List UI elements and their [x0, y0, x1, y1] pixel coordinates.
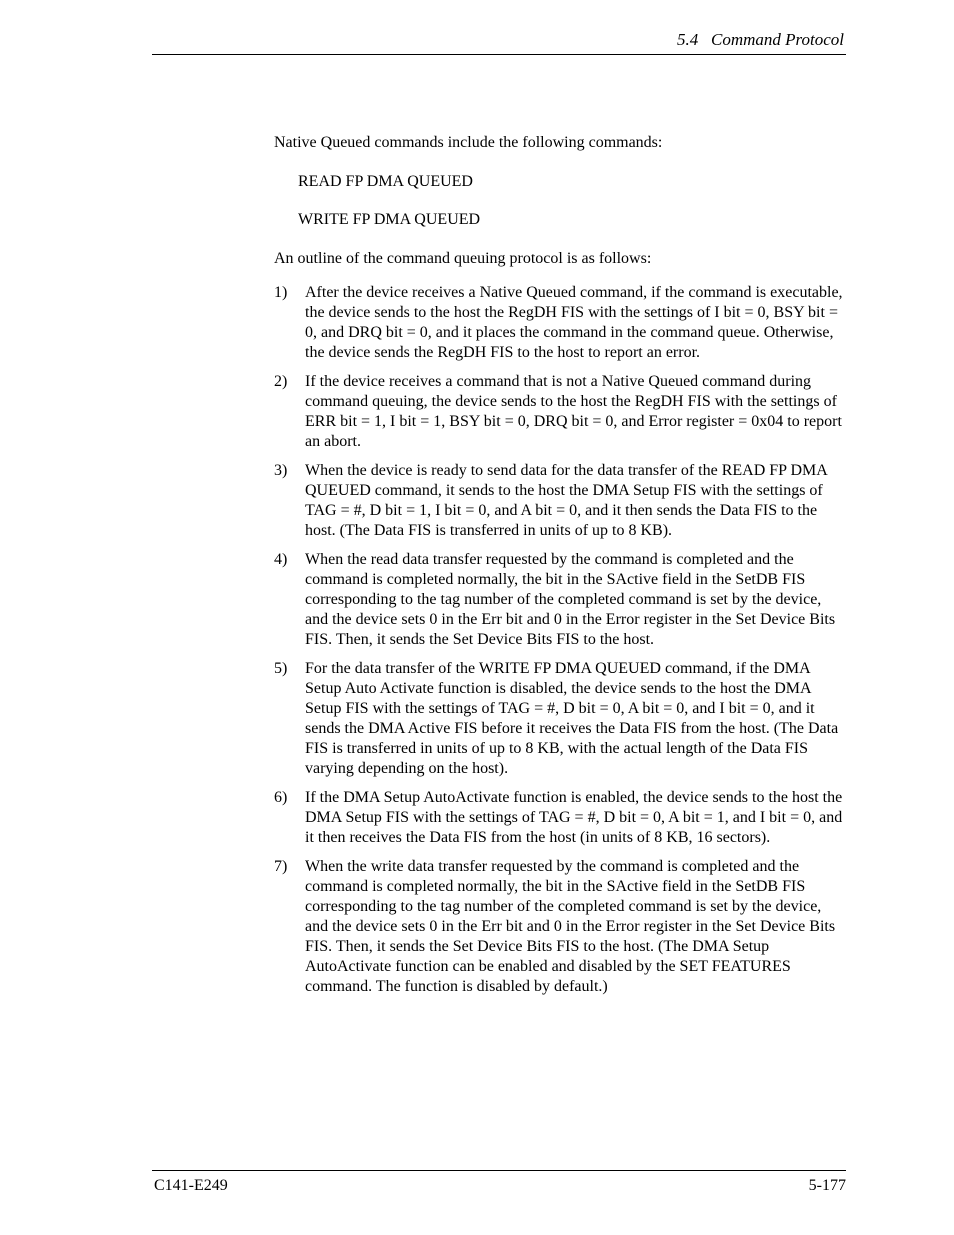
step-number: 2) — [274, 373, 288, 390]
list-item — [274, 283, 846, 363]
step-text: If the DMA Setup AutoActivate function is enabled, the device sends to the host the DMA Setup FIS with the settings of TAG = #, D bit = 0, A bit = 1, and I bit = 0, and it then receives the Data FIS from the host (in units of 8 KB, 16 sectors). — [305, 789, 843, 846]
step-text: For the data transfer of the WRITE FP DMA QUEUED command, if the DMA Setup Auto Activate function is disabled, the device sends to the host the DMA Setup FIS with the settings of TAG = #, D bit = 0, A bit = 0, and I bit = 0, and it sends the DMA Active FIS before it receives the Data FIS from the host. (The Data FIS is transferred in units of up to 8 KB, with the actual length of the Data FIS varying depending on the host). — [305, 660, 839, 777]
list-item — [274, 659, 846, 779]
step-number: 1) — [274, 284, 288, 301]
step-text: When the write data transfer requested by the command is completed and the command is completed normally, the bit in the SActive field in the SetDB FIS corresponding to the tag number of the completed command is set by the device, and the device sets 0 in the Err bit and 0 in the Error register in the Set Device Bits FIS. Then, it sends the Set Device Bits FIS to the host. (The DMA Setup AutoActivate function can be enabled and disabled by the SET FEATURES command. The function is disabled by default.) — [305, 858, 836, 995]
step-number: 6) — [274, 789, 288, 806]
document-id: C141-E249 — [154, 1177, 228, 1194]
outline-paragraph: An outline of the command queuing protocol is as follows: — [274, 250, 652, 267]
footer-rule — [152, 1170, 846, 1171]
list-item — [274, 461, 846, 541]
list-item — [274, 372, 846, 452]
step-text: When the device is ready to send data for the data transfer of the READ FP DMA QUEUED command, it sends to the host the DMA Setup FIS with the settings of TAG = #, D bit = 1, I bit = 0, and A bit = 0, and it then sends the Data FIS to the host. (The Data FIS is transferred in units of up to 8 KB). — [305, 462, 827, 539]
step-text: If the device receives a command that is not a Native Queued command during command queuing, the device sends to the host the RegDH FIS with the settings of ERR bit = 1, I bit = 1, BSY bit = 0, DRQ bit = 0, and Error register = 0x04 to report an abort. — [305, 373, 842, 450]
step-text: When the read data transfer requested by the command is completed and the command is completed normally, the bit in the SActive field in the SetDB FIS corresponding to the tag number of the completed command is set by the device, and the device sets 0 in the Err bit and 0 in the Error register in the Set Device Bits FIS. Then, it sends the Set Device Bits FIS to the host. — [305, 551, 836, 648]
step-number: 7) — [274, 858, 288, 875]
step-number: 4) — [274, 551, 288, 568]
intro-paragraph: Native Queued commands include the following commands: — [274, 134, 663, 151]
header-rule — [152, 54, 846, 55]
list-item — [274, 788, 846, 848]
protocol-steps-list — [274, 283, 846, 1006]
page-number: 5-177 — [808, 1177, 846, 1194]
step-text: After the device receives a Native Queued command, if the command is executable, the device sends to the host the RegDH FIS with the settings of I bit = 0, BSY bit = 0, and DRQ bit = 0, and it places the command in the command queue. Otherwise, the device sends the RegDH FIS to the host to report an error. — [305, 284, 843, 361]
step-number: 5) — [274, 660, 288, 677]
list-item — [274, 857, 846, 997]
command-write-fp-dma-queued: WRITE FP DMA QUEUED — [298, 211, 481, 228]
running-header: 5.4 Command Protocol — [676, 30, 844, 49]
list-item — [274, 550, 846, 650]
step-number: 3) — [274, 462, 288, 479]
command-read-fp-dma-queued: READ FP DMA QUEUED — [298, 173, 473, 190]
